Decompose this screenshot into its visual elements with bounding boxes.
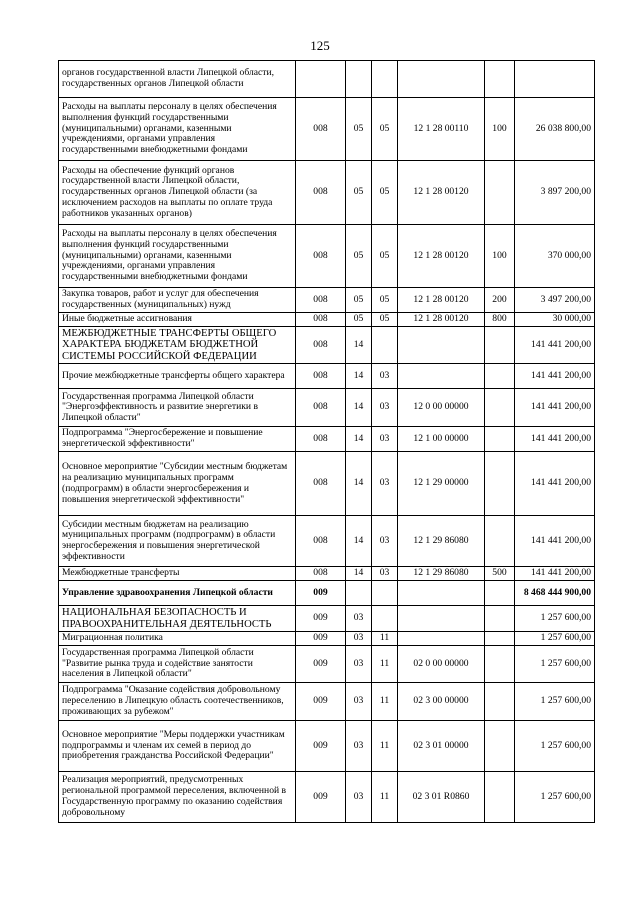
budget-table-body (59, 61, 595, 823)
row-ved-code: 009 (296, 606, 346, 632)
row-section-code: 05 (346, 313, 372, 327)
row-amount: 141 441 200,00 (515, 427, 595, 452)
row-amount: 1 257 600,00 (515, 772, 595, 823)
row-section-code: 05 (346, 161, 372, 225)
row-target-article: 12 1 29 86080 (398, 516, 485, 567)
row-target-article: 12 1 29 86080 (398, 567, 485, 581)
row-subsection-code: 05 (372, 98, 398, 161)
row-amount: 1 257 600,00 (515, 606, 595, 632)
row-expense-type (485, 581, 515, 606)
row-section-code: 03 (346, 606, 372, 632)
row-section-code: 05 (346, 225, 372, 288)
row-expense-type (485, 452, 515, 516)
row-name: Иные бюджетные ассигнования (59, 313, 296, 327)
row-ved-code: 008 (296, 98, 346, 161)
row-name: органов государственной власти Липецкой области, государственных органов Липецкой области (59, 61, 296, 98)
row-target-article: 02 0 00 00000 (398, 646, 485, 683)
row-target-article: 12 1 28 00120 (398, 161, 485, 225)
row-expense-type (485, 389, 515, 427)
row-amount: 141 441 200,00 (515, 516, 595, 567)
table-row (59, 61, 595, 98)
table-row (59, 772, 595, 823)
row-name: Миграционная политика (59, 632, 296, 646)
row-name: Государственная программа Липецкой области "Энергоэффективность и развитие энергетики в Липецкой области" (59, 389, 296, 427)
row-expense-type: 800 (485, 313, 515, 327)
row-name: МЕЖБЮДЖЕТНЫЕ ТРАНСФЕРТЫ ОБЩЕГО ХАРАКТЕРА БЮДЖЕТАМ БЮДЖЕТНОЙ СИСТЕМЫ РОССИЙСКОЙ ФЕДЕРАЦИИ (59, 327, 296, 364)
row-target-article: 12 1 28 00120 (398, 225, 485, 288)
table-row (59, 452, 595, 516)
row-name: Государственная программа Липецкой области "Развитие рынка труда и содействие занятости населения в Липецкой области" (59, 646, 296, 683)
row-ved-code: 008 (296, 516, 346, 567)
row-expense-type (485, 327, 515, 364)
row-amount: 3 497 200,00 (515, 288, 595, 313)
row-subsection-code: 05 (372, 161, 398, 225)
row-ved-code: 009 (296, 683, 346, 721)
row-amount: 8 468 444 900,00 (515, 581, 595, 606)
table-row (59, 632, 595, 646)
row-amount: 141 441 200,00 (515, 452, 595, 516)
row-ved-code: 008 (296, 389, 346, 427)
row-amount: 141 441 200,00 (515, 364, 595, 389)
row-target-article (398, 632, 485, 646)
row-ved-code: 008 (296, 288, 346, 313)
row-subsection-code (372, 327, 398, 364)
table-row (59, 567, 595, 581)
row-name: Расходы на обеспечение функций органов государственной власти Липецкой области, государственных органов Липецкой области (за исключением расходов на выплаты по оплате труда работников указанных органов) (59, 161, 296, 225)
row-amount: 1 257 600,00 (515, 646, 595, 683)
table-row (59, 389, 595, 427)
table-row (59, 516, 595, 567)
row-section-code: 03 (346, 632, 372, 646)
row-expense-type (485, 427, 515, 452)
row-amount: 141 441 200,00 (515, 389, 595, 427)
row-subsection-code: 03 (372, 516, 398, 567)
row-subsection-code (372, 606, 398, 632)
row-section-code: 03 (346, 646, 372, 683)
table-row (59, 606, 595, 632)
row-amount (515, 61, 595, 98)
row-subsection-code: 03 (372, 452, 398, 516)
row-name: Прочие межбюджетные трансферты общего характера (59, 364, 296, 389)
row-name: Закупка товаров, работ и услуг для обеспечения государственных (муниципальных) нужд (59, 288, 296, 313)
row-name: Расходы на выплаты персоналу в целях обеспечения выполнения функций государственными (муниципальными) органами, казенными учреждениями, органами управления государственными внебюджетными фондами (59, 225, 296, 288)
row-expense-type (485, 721, 515, 772)
table-row (59, 364, 595, 389)
row-name: Расходы на выплаты персоналу в целях обеспечения выполнения функций государственными (муниципальными) органами, казенными учреждениями, органами управления государственными внебюджетными фондами (59, 98, 296, 161)
row-ved-code: 008 (296, 225, 346, 288)
row-ved-code (296, 61, 346, 98)
table-row (59, 646, 595, 683)
page-number: 125 (310, 38, 330, 53)
row-target-article: 02 3 01 R0860 (398, 772, 485, 823)
row-section-code: 03 (346, 772, 372, 823)
table-row (59, 313, 595, 327)
row-target-article: 02 3 01 00000 (398, 721, 485, 772)
budget-table (58, 60, 595, 823)
table-row (59, 288, 595, 313)
row-subsection-code: 03 (372, 567, 398, 581)
row-amount: 30 000,00 (515, 313, 595, 327)
row-name: Реализация мероприятий, предусмотренных региональной программой переселения, включенной в Государственную программу по оказанию содействия добровольному (59, 772, 296, 823)
row-subsection-code: 11 (372, 632, 398, 646)
row-section-code: 14 (346, 364, 372, 389)
row-section-code: 03 (346, 721, 372, 772)
row-target-article (398, 364, 485, 389)
row-section-code: 14 (346, 427, 372, 452)
row-ved-code: 008 (296, 327, 346, 364)
row-subsection-code: 05 (372, 288, 398, 313)
row-subsection-code (372, 61, 398, 98)
row-subsection-code: 11 (372, 646, 398, 683)
row-amount: 26 038 800,00 (515, 98, 595, 161)
row-ved-code: 008 (296, 161, 346, 225)
row-ved-code: 009 (296, 646, 346, 683)
row-ved-code: 009 (296, 632, 346, 646)
row-ved-code: 009 (296, 721, 346, 772)
row-subsection-code: 05 (372, 225, 398, 288)
table-row (59, 98, 595, 161)
row-section-code: 05 (346, 288, 372, 313)
row-amount: 141 441 200,00 (515, 327, 595, 364)
table-row (59, 161, 595, 225)
row-name: Межбюджетные трансферты (59, 567, 296, 581)
row-ved-code: 009 (296, 581, 346, 606)
row-section-code: 14 (346, 327, 372, 364)
table-row (59, 581, 595, 606)
table-row (59, 327, 595, 364)
row-expense-type (485, 516, 515, 567)
row-target-article: 12 1 28 00110 (398, 98, 485, 161)
row-section-code (346, 61, 372, 98)
row-ved-code: 008 (296, 567, 346, 581)
row-subsection-code: 11 (372, 721, 398, 772)
row-amount: 1 257 600,00 (515, 632, 595, 646)
row-subsection-code: 03 (372, 364, 398, 389)
row-target-article: 12 1 29 00000 (398, 452, 485, 516)
row-ved-code: 008 (296, 427, 346, 452)
row-target-article (398, 327, 485, 364)
row-amount: 3 897 200,00 (515, 161, 595, 225)
row-expense-type (485, 683, 515, 721)
row-expense-type (485, 632, 515, 646)
row-amount: 1 257 600,00 (515, 721, 595, 772)
row-expense-type: 100 (485, 98, 515, 161)
row-section-code: 14 (346, 389, 372, 427)
row-target-article (398, 606, 485, 632)
row-ved-code: 008 (296, 364, 346, 389)
row-section-code: 03 (346, 683, 372, 721)
row-name: Субсидии местным бюджетам на реализацию муниципальных программ (подпрограмм) в области энергосбережения и повышения энергетической эффективности (59, 516, 296, 567)
row-expense-type (485, 772, 515, 823)
row-subsection-code: 05 (372, 313, 398, 327)
row-target-article (398, 61, 485, 98)
row-section-code: 14 (346, 516, 372, 567)
row-target-article: 12 1 28 00120 (398, 313, 485, 327)
row-target-article (398, 581, 485, 606)
row-expense-type: 200 (485, 288, 515, 313)
row-subsection-code (372, 581, 398, 606)
table-row (59, 225, 595, 288)
row-expense-type (485, 606, 515, 632)
row-expense-type (485, 61, 515, 98)
row-name: Основное мероприятие "Меры поддержки участникам подпрограммы и членам их семей в период до приобретения гражданства Российской Федерации" (59, 721, 296, 772)
table-row (59, 427, 595, 452)
row-section-code: 14 (346, 567, 372, 581)
row-section-code (346, 581, 372, 606)
row-expense-type (485, 364, 515, 389)
row-target-article: 12 0 00 00000 (398, 389, 485, 427)
table-row (59, 721, 595, 772)
row-subsection-code: 03 (372, 427, 398, 452)
row-ved-code: 008 (296, 313, 346, 327)
row-section-code: 05 (346, 98, 372, 161)
row-subsection-code: 11 (372, 683, 398, 721)
row-subsection-code: 03 (372, 389, 398, 427)
row-expense-type: 500 (485, 567, 515, 581)
row-amount: 141 441 200,00 (515, 567, 595, 581)
row-name: Управление здравоохранения Липецкой области (59, 581, 296, 606)
row-expense-type: 100 (485, 225, 515, 288)
row-name: Подпрограмма "Энергосбережение и повышение энергетической эффективности" (59, 427, 296, 452)
row-amount: 1 257 600,00 (515, 683, 595, 721)
row-name: Основное мероприятие "Субсидии местным бюджетам на реализацию муниципальных программ (подпрограмм) в области энергосбережения и повышения энергетической эффективности" (59, 452, 296, 516)
row-target-article: 12 1 00 00000 (398, 427, 485, 452)
row-ved-code: 008 (296, 452, 346, 516)
row-expense-type (485, 161, 515, 225)
row-name: Подпрограмма "Оказание содействия добровольному переселению в Липецкую область соотечественников, проживающих за рубежом" (59, 683, 296, 721)
table-row (59, 683, 595, 721)
row-subsection-code: 11 (372, 772, 398, 823)
row-expense-type (485, 646, 515, 683)
row-target-article: 12 1 28 00120 (398, 288, 485, 313)
row-target-article: 02 3 00 00000 (398, 683, 485, 721)
row-name: НАЦИОНАЛЬНАЯ БЕЗОПАСНОСТЬ И ПРАВООХРАНИТЕЛЬНАЯ ДЕЯТЕЛЬНОСТЬ (59, 606, 296, 632)
row-amount: 370 000,00 (515, 225, 595, 288)
row-ved-code: 009 (296, 772, 346, 823)
row-section-code: 14 (346, 452, 372, 516)
